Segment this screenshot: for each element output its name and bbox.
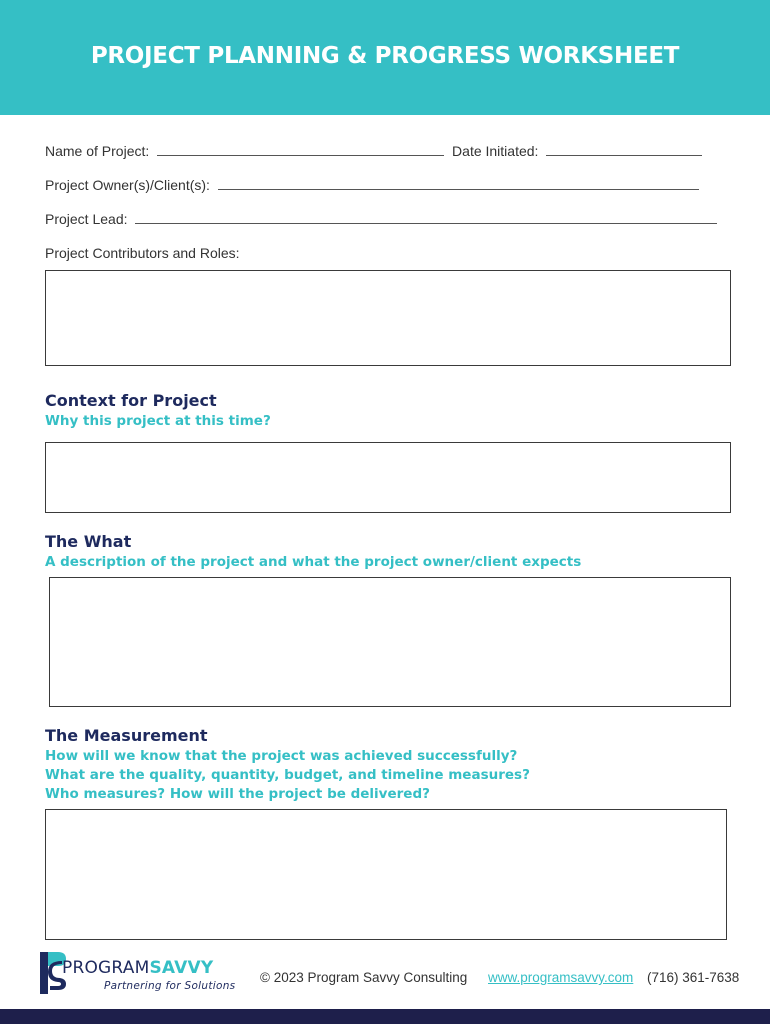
measurement-subtitle-1: How will we know that the project was achieved successfully? [45,748,518,764]
lead-row [45,211,717,227]
context-title: Context for Project [45,391,217,410]
logo-word-savvy: SAVVY [149,958,214,978]
logo-tagline: Partnering for Solutions [104,980,236,992]
measurement-subtitle-3: Who measures? How will the project be delivered? [45,786,430,802]
page-title: PROJECT PLANNING & PROGRESS WORKSHEET [90,43,680,69]
logo-word-program: PROGRAM [62,958,150,978]
date-initiated-field[interactable] [546,144,702,156]
context-subtitle: Why this project at this time? [45,413,271,429]
contributors-box[interactable] [45,270,731,366]
lead-label: Project Lead: [45,211,128,227]
website-link[interactable]: www.programsavvy.com [488,970,634,985]
copyright-text: © 2023 Program Savvy Consulting [260,970,468,985]
contributors-label: Project Contributors and Roles: [45,245,240,261]
bottom-bar [0,1009,770,1024]
date-initiated-label: Date Initiated: [452,143,539,159]
context-box[interactable] [45,442,731,513]
what-subtitle: A description of the project and what the project owner/client expects [45,554,582,570]
owner-row [45,177,699,193]
owner-label: Project Owner(s)/Client(s): [45,177,210,193]
project-name-row [45,143,702,159]
phone-number: (716) 361-7638 [647,970,740,985]
project-name-label: Name of Project: [45,143,150,159]
logo-wordmark [62,958,213,978]
project-name-field[interactable] [157,144,444,156]
owner-field[interactable] [218,178,699,190]
lead-field[interactable] [135,212,717,224]
measurement-box[interactable] [45,809,727,940]
what-title: The What [45,532,132,551]
what-box[interactable] [49,577,731,707]
measurement-subtitle-2: What are the quality, quantity, budget, and timeline measures? [45,767,530,783]
measurement-title: The Measurement [45,726,208,745]
